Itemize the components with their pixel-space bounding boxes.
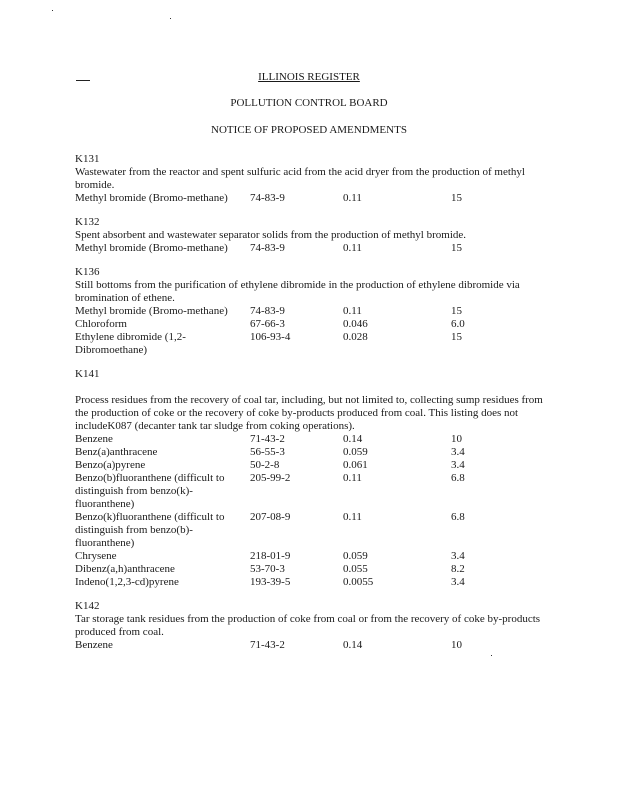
waste-section	[75, 153, 550, 205]
waste-code: K136	[75, 266, 100, 278]
nonwastewater-value: 3.4	[451, 446, 465, 458]
constituent-name: Ethylene dibromide (1,2-Dibromoethane)	[75, 331, 186, 356]
waste-table	[75, 150, 550, 663]
table-row	[75, 331, 550, 357]
table-row	[75, 242, 550, 255]
nonwastewater-value: 8.2	[451, 563, 465, 575]
constituent-name: Methyl bromide (Bromo-methane)	[75, 192, 228, 204]
waste-code: K131	[75, 153, 100, 165]
waste-section	[75, 216, 550, 255]
cas-number: 71-43-2	[250, 639, 285, 651]
cas-number: 53-70-3	[250, 563, 285, 575]
notice-title: NOTICE OF PROPOSED AMENDMENTS	[211, 124, 407, 136]
wastewater-value: 0.059	[343, 446, 368, 458]
wastewater-value: 0.11	[343, 242, 362, 254]
wastewater-value: 0.059	[343, 550, 368, 562]
cas-number: 193-39-5	[250, 576, 291, 588]
waste-section	[75, 368, 550, 589]
nonwastewater-value: 3.4	[451, 576, 465, 588]
waste-section	[75, 266, 550, 357]
waste-description: Still bottoms from the purification of ethylene dibromide in the production of ethylene dibromide via bromination of ethene.	[75, 279, 520, 304]
constituent-name: Dibenz(a,h)anthracene	[75, 563, 175, 575]
nonwastewater-value: 10	[451, 433, 462, 445]
cas-number: 205-99-2	[250, 472, 291, 484]
scan-speck	[170, 18, 171, 19]
waste-code: K142	[75, 600, 100, 612]
board-name: POLLUTION CONTROL BOARD	[230, 97, 388, 109]
wastewater-value: 0.055	[343, 563, 368, 575]
wastewater-value: 0.11	[343, 192, 362, 204]
waste-code: K132	[75, 216, 100, 228]
cas-number: 56-55-3	[250, 446, 285, 458]
table-row	[75, 472, 550, 511]
spacer	[75, 381, 550, 394]
nonwastewater-value: 6.8	[451, 472, 465, 484]
constituent-name: Methyl bromide (Bromo-methane)	[75, 242, 228, 254]
waste-section	[75, 600, 550, 652]
wastewater-value: 0.14	[343, 433, 363, 445]
wastewater-value: 0.028	[343, 331, 368, 343]
nonwastewater-value: 3.4	[451, 459, 465, 471]
register-title: ILLINOIS REGISTER	[258, 71, 360, 83]
table-row	[75, 192, 550, 205]
table-row	[75, 563, 550, 576]
cas-number: 67-66-3	[250, 318, 285, 330]
constituent-name: Benzene	[75, 433, 113, 445]
table-row	[75, 305, 550, 318]
cas-number: 74-83-9	[250, 192, 285, 204]
waste-description: Process residues from the recovery of coal tar, including, but not limited to, collecting sump residues from the production of coke or the recovery of coke by-products produced from coal. This listing does not includeK087 (decanter tank tar sludge from coking operations).	[75, 394, 543, 432]
constituent-name: Benzo(k)fluoranthene (difficult to distinguish from benzo(b)-fluoranthene)	[75, 511, 225, 549]
table-row	[75, 318, 550, 331]
wastewater-value: 0.046	[343, 318, 368, 330]
table-row	[75, 550, 550, 563]
wastewater-value: 0.11	[343, 472, 362, 484]
constituent-name: Benzo(a)pyrene	[75, 459, 146, 471]
cas-number: 74-83-9	[250, 305, 285, 317]
cas-number: 207-08-9	[250, 511, 291, 523]
cas-number: 74-83-9	[250, 242, 285, 254]
table-row	[75, 433, 550, 446]
nonwastewater-value: 6.8	[451, 511, 465, 523]
scan-speck	[52, 10, 53, 11]
constituent-name: Benzene	[75, 639, 113, 651]
table-row	[75, 446, 550, 459]
wastewater-value: 0.061	[343, 459, 368, 471]
nonwastewater-value: 15	[451, 305, 462, 317]
wastewater-value: 0.11	[343, 305, 362, 317]
table-row	[75, 639, 550, 652]
nonwastewater-value: 15	[451, 331, 462, 343]
waste-description: Tar storage tank residues from the production of coke from coal or from the recovery of coke by-products produced from coal.	[75, 613, 541, 638]
constituent-name: Chloroform	[75, 318, 127, 330]
waste-description: Wastewater from the reactor and spent sulfuric acid from the acid dryer from the production of methyl bromide.	[75, 166, 525, 191]
wastewater-value: 0.11	[343, 511, 362, 523]
table-row	[75, 511, 550, 550]
constituent-name: Methyl bromide (Bromo-methane)	[75, 305, 228, 317]
cas-number: 218-01-9	[250, 550, 291, 562]
nonwastewater-value: 15	[451, 242, 462, 254]
constituent-name: Benz(a)anthracene	[75, 446, 158, 458]
wastewater-value: 0.0055	[343, 576, 374, 588]
nonwastewater-value: 15	[451, 192, 462, 204]
constituent-name: Chrysene	[75, 550, 117, 562]
table-row	[75, 576, 550, 589]
nonwastewater-value: 10	[451, 639, 462, 651]
wastewater-value: 0.14	[343, 639, 363, 651]
cas-number: 50-2-8	[250, 459, 280, 471]
nonwastewater-value: 6.0	[451, 318, 465, 330]
cas-number: 106-93-4	[250, 331, 291, 343]
constituent-name: Benzo(b)fluoranthene (difficult to distinguish from benzo(k)-fluoranthene)	[75, 472, 225, 510]
constituent-name: Indeno(1,2,3-cd)pyrene	[75, 576, 179, 588]
cas-number: 71-43-2	[250, 433, 285, 445]
nonwastewater-value: 3.4	[451, 550, 465, 562]
table-row	[75, 459, 550, 472]
waste-description: Spent absorbent and wastewater separator solids from the production of methyl bromide.	[75, 229, 467, 241]
waste-code: K141	[75, 368, 100, 380]
